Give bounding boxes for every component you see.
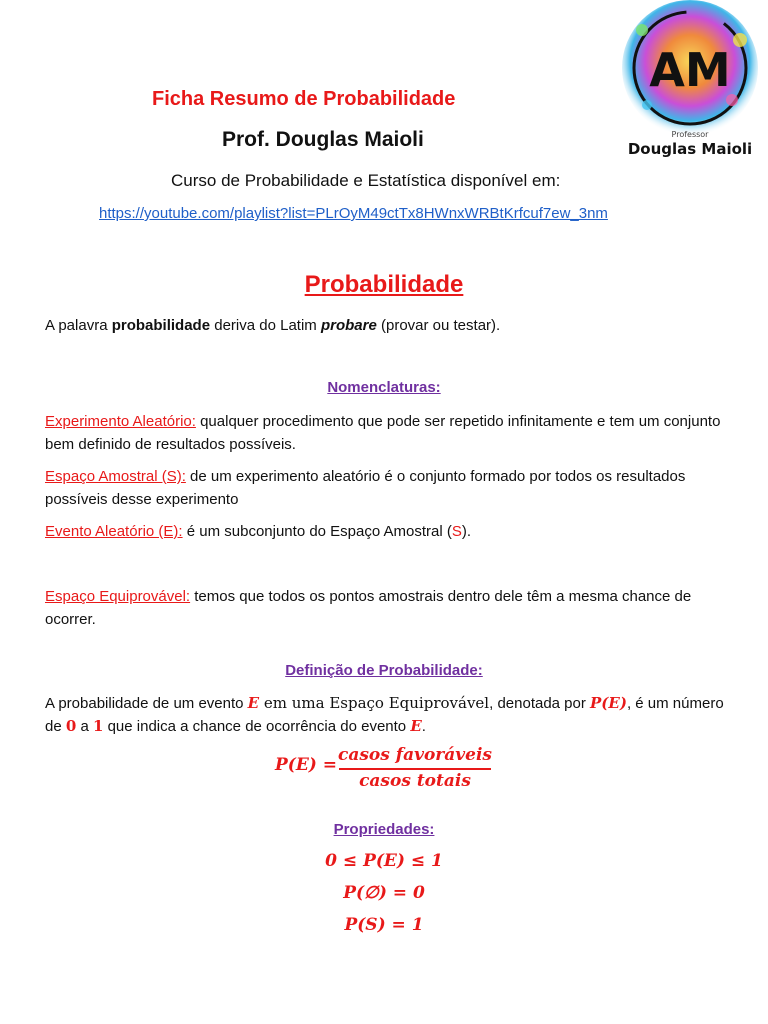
def-text: A probabilidade de um evento (45, 695, 248, 712)
definicao-heading-row (0, 662, 768, 680)
def-text: , é um número de (45, 695, 724, 735)
definicao-heading: Definição de Probabilidade: (285, 662, 483, 679)
nomenclaturas-heading-row (0, 379, 768, 397)
term-highlight: S (451, 523, 462, 540)
probability-definition (45, 692, 735, 738)
definition-experimento (45, 410, 735, 456)
math-E: E (247, 694, 260, 712)
intro-bold-word: probabilidade (111, 317, 211, 334)
definition-evento (45, 520, 735, 543)
term-label: Evento Aleatório (E): (45, 523, 183, 540)
intro-latin-word: probare (320, 317, 377, 334)
logo-initials: AM (649, 43, 731, 97)
term-label: Espaço Equiprovável: (45, 588, 191, 605)
author-name: Prof. Douglas Maioli (222, 128, 424, 151)
definition-espaco-amostral (45, 465, 735, 511)
property-empty-set: P(∅) = 0 (343, 883, 425, 903)
intro-text: (provar ou testar). (376, 317, 501, 334)
def-text: a (76, 718, 93, 735)
propriedades-heading-row (0, 821, 768, 839)
term-text: temos que todos os pontos amostrais dentro dele têm a mesma chance de ocorrer. (45, 588, 692, 628)
intro-paragraph (45, 314, 735, 337)
def-text: em uma Espaço Equiprovável (259, 694, 490, 712)
formula-numerator: casos favoráveis (337, 745, 492, 765)
propriedades-heading: Propriedades: (333, 821, 435, 838)
fraction-bar (339, 768, 491, 770)
term-text: de um experimento aleatório é o conjunto formado por todos os resultados possíveis desse experimento (45, 468, 686, 508)
course-playlist-link[interactable]: https://youtube.com/playlist?list=PLrOyM49ctTx8HWnxWRBtKrfcuf7ew_3nm (99, 205, 608, 222)
logo-caption-small: Professor (671, 130, 709, 139)
term-text: é um subconjunto do Espaço Amostral ( (182, 523, 452, 540)
math-zero: 0 (65, 717, 77, 735)
intro-text: deriva do Latim (210, 317, 321, 334)
property-sample-space: P(S) = 1 (344, 915, 424, 935)
property-range: 0 ≤ P(E) ≤ 1 (325, 851, 443, 871)
formula-fraction (337, 745, 493, 793)
def-text: . (421, 718, 426, 735)
term-label: Espaço Amostral (S): (45, 468, 186, 485)
term-text: qualquer procedimento que pode ser repetido infinitamente e tem um conjunto bem definido de resultados possíveis. (45, 413, 721, 453)
intro-text: A palavra (45, 317, 112, 334)
nomenclaturas-heading: Nomenclaturas: (327, 379, 441, 396)
logo-caption-name: Douglas Maioli (627, 140, 753, 158)
section-title-text: Probabilidade (304, 271, 464, 298)
math-one: 1 (92, 717, 104, 735)
section-title (0, 271, 768, 299)
document-title: Ficha Resumo de Probabilidade (152, 88, 456, 110)
math-PE: P(E) (590, 694, 627, 712)
author-logo (612, 0, 768, 160)
definition-equiprovavel (45, 585, 735, 631)
term-text: ). (461, 523, 472, 540)
math-E: E (410, 717, 422, 735)
formula-denominator: casos totais (359, 771, 471, 791)
def-text: que indica a chance de ocorrência do evento (103, 718, 411, 735)
def-text: , denotada por (489, 695, 591, 712)
probability-formula (0, 745, 768, 793)
course-line: Curso de Probabilidade e Estatística disponível em: (171, 171, 561, 190)
formula-lhs: P(E) = (275, 755, 337, 775)
term-label: Experimento Aleatório: (45, 413, 196, 430)
